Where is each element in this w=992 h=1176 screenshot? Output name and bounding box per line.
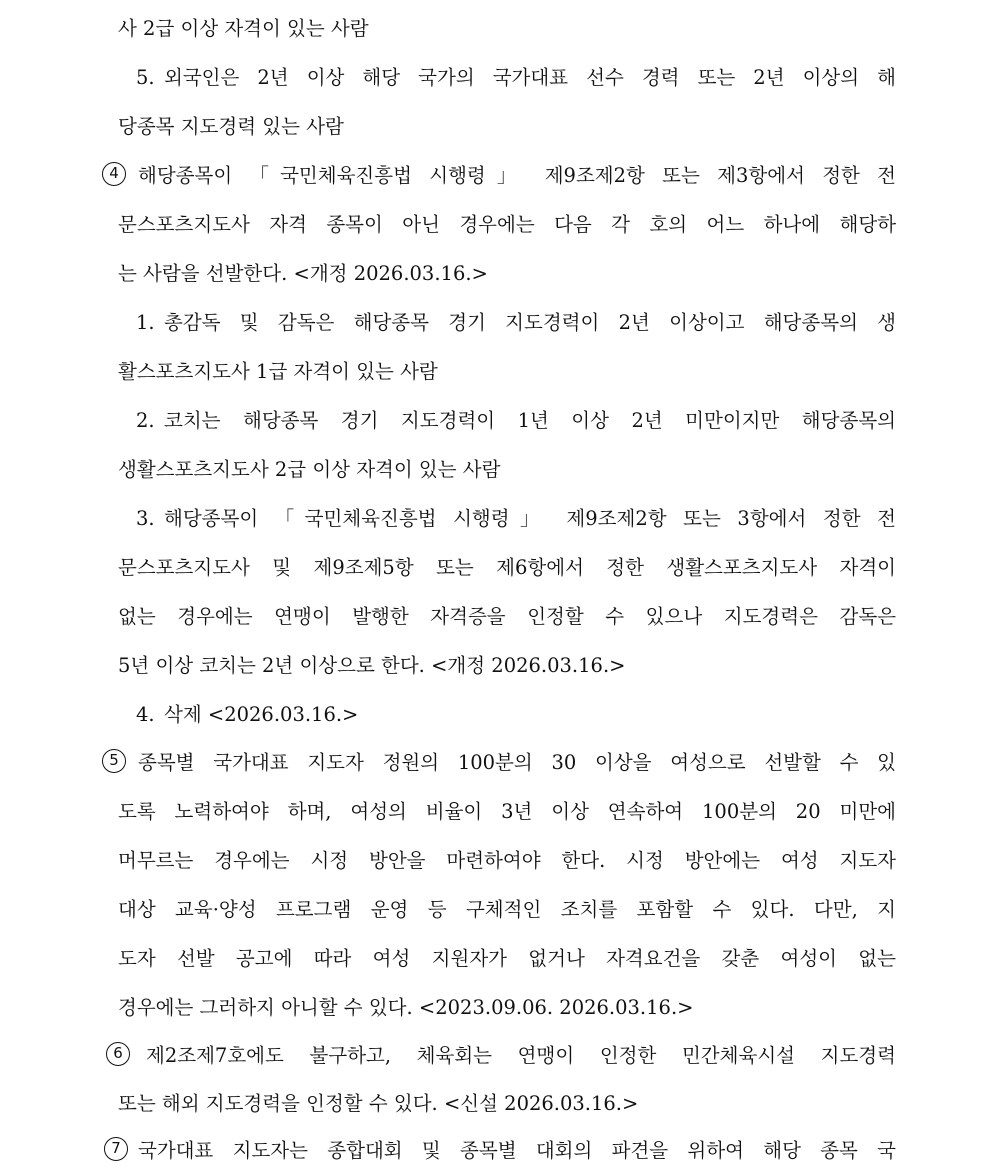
text-line — [0, 641, 992, 690]
line-text: 생활스포츠지도사 2급 이상 자격이 있는 사람 — [118, 458, 501, 481]
text-line — [0, 1079, 992, 1128]
item-number: 2. — [136, 409, 155, 432]
item-number: 5. — [136, 66, 155, 89]
text-line — [0, 347, 992, 396]
line-text: 외국인은 2년 이상 해당 국가의 국가대표 선수 경력 또는 2년 이상의 해 — [164, 66, 896, 89]
line-text: 활스포츠지도사 1급 자격이 있는 사람 — [118, 360, 438, 383]
paragraph-number-6: 6 — [106, 1042, 130, 1066]
line-text: 5년 이상 코치는 2년 이상으로 한다. <개정 2026.03.16.> — [118, 654, 626, 677]
text-line — [0, 885, 992, 934]
line-text: 문스포츠지도사 및 제9조제5항 또는 제6항에서 정한 생활스포츠지도사 자격이 — [118, 556, 896, 579]
list-item — [0, 494, 992, 543]
line-text: 코치는 해당종목 경기 지도경력이 1년 이상 2년 미만이지만 해당종목의 — [164, 409, 896, 432]
line-text: 국가대표 지도자는 종합대회 및 종목별 대회의 파견을 위하여 해당 종목 국 — [138, 1139, 896, 1162]
line-text: 경우에는 그러하지 아니할 수 있다. <2023.09.06. 2026.03.16.> — [118, 996, 694, 1019]
list-item — [0, 53, 992, 102]
list-item — [0, 690, 992, 739]
line-text: 는 사람을 선발한다. <개정 2026.03.16.> — [118, 262, 488, 285]
text-line — [0, 445, 992, 494]
line-text: 사 2급 이상 자격이 있는 사람 — [118, 17, 369, 40]
line-text: 총감독 및 감독은 해당종목 경기 지도경력이 2년 이상이고 해당종목의 생 — [164, 311, 896, 334]
line-text: 해당종목이 「국민체육진흥법 시행령」 제9조제2항 또는 3항에서 정한 전 — [164, 507, 896, 530]
line-text: 또는 해외 지도경력을 인정할 수 있다. <신설 2026.03.16.> — [118, 1092, 639, 1115]
line-text: 제2조제7호에도 불구하고, 체육회는 연맹이 인정한 민간체육시설 지도경력 — [146, 1044, 896, 1067]
line-text: 도자 선발 공고에 따라 여성 지원자가 없거나 자격요건을 갖춘 여성이 없는 — [118, 947, 896, 970]
line-text: 해당종목이 「국민체육진흥법 시행령」 제9조제2항 또는 제3항에서 정한 전 — [138, 164, 896, 187]
paragraph-start — [0, 151, 992, 200]
line-text: 문스포츠지도사 자격 종목이 아닌 경우에는 다음 각 호의 어느 하나에 해당하 — [118, 213, 896, 236]
paragraph-number-4: 4 — [102, 162, 126, 186]
paragraph-number-7: 7 — [104, 1137, 128, 1161]
line-text: 도록 노력하여야 하며, 여성의 비율이 3년 이상 연속하여 100분의 20 미만에 — [118, 800, 896, 823]
line-text: 대상 교육·양성 프로그램 운영 등 구체적인 조치를 포함할 수 있다. 다만, 지 — [118, 898, 896, 921]
text-line — [0, 934, 992, 983]
line-text: 당종목 지도경력 있는 사람 — [118, 115, 344, 138]
text-line — [0, 543, 992, 592]
list-item — [0, 298, 992, 347]
paragraph-start — [0, 1031, 992, 1080]
text-line — [0, 983, 992, 1032]
text-line — [0, 249, 992, 298]
text-line — [0, 102, 992, 151]
text-line — [0, 836, 992, 885]
text-line — [0, 200, 992, 249]
line-text: 삭제 <2026.03.16.> — [164, 703, 359, 726]
text-line — [0, 787, 992, 836]
text-line — [0, 4, 992, 53]
list-item — [0, 396, 992, 445]
item-number: 4. — [136, 703, 155, 726]
line-text: 종목별 국가대표 지도자 정원의 100분의 30 이상을 여성으로 선발할 수 있 — [138, 751, 896, 774]
paragraph-number-5: 5 — [102, 749, 126, 773]
paragraph-start — [0, 1126, 992, 1175]
item-number: 3. — [136, 507, 155, 530]
paragraph-start — [0, 738, 992, 787]
line-text: 머무르는 경우에는 시정 방안을 마련하여야 한다. 시정 방안에는 여성 지도자 — [118, 849, 896, 872]
item-number: 1. — [136, 311, 155, 334]
line-text: 없는 경우에는 연맹이 발행한 자격증을 인정할 수 있으나 지도경력은 감독은 — [118, 605, 896, 628]
text-line — [0, 592, 992, 641]
